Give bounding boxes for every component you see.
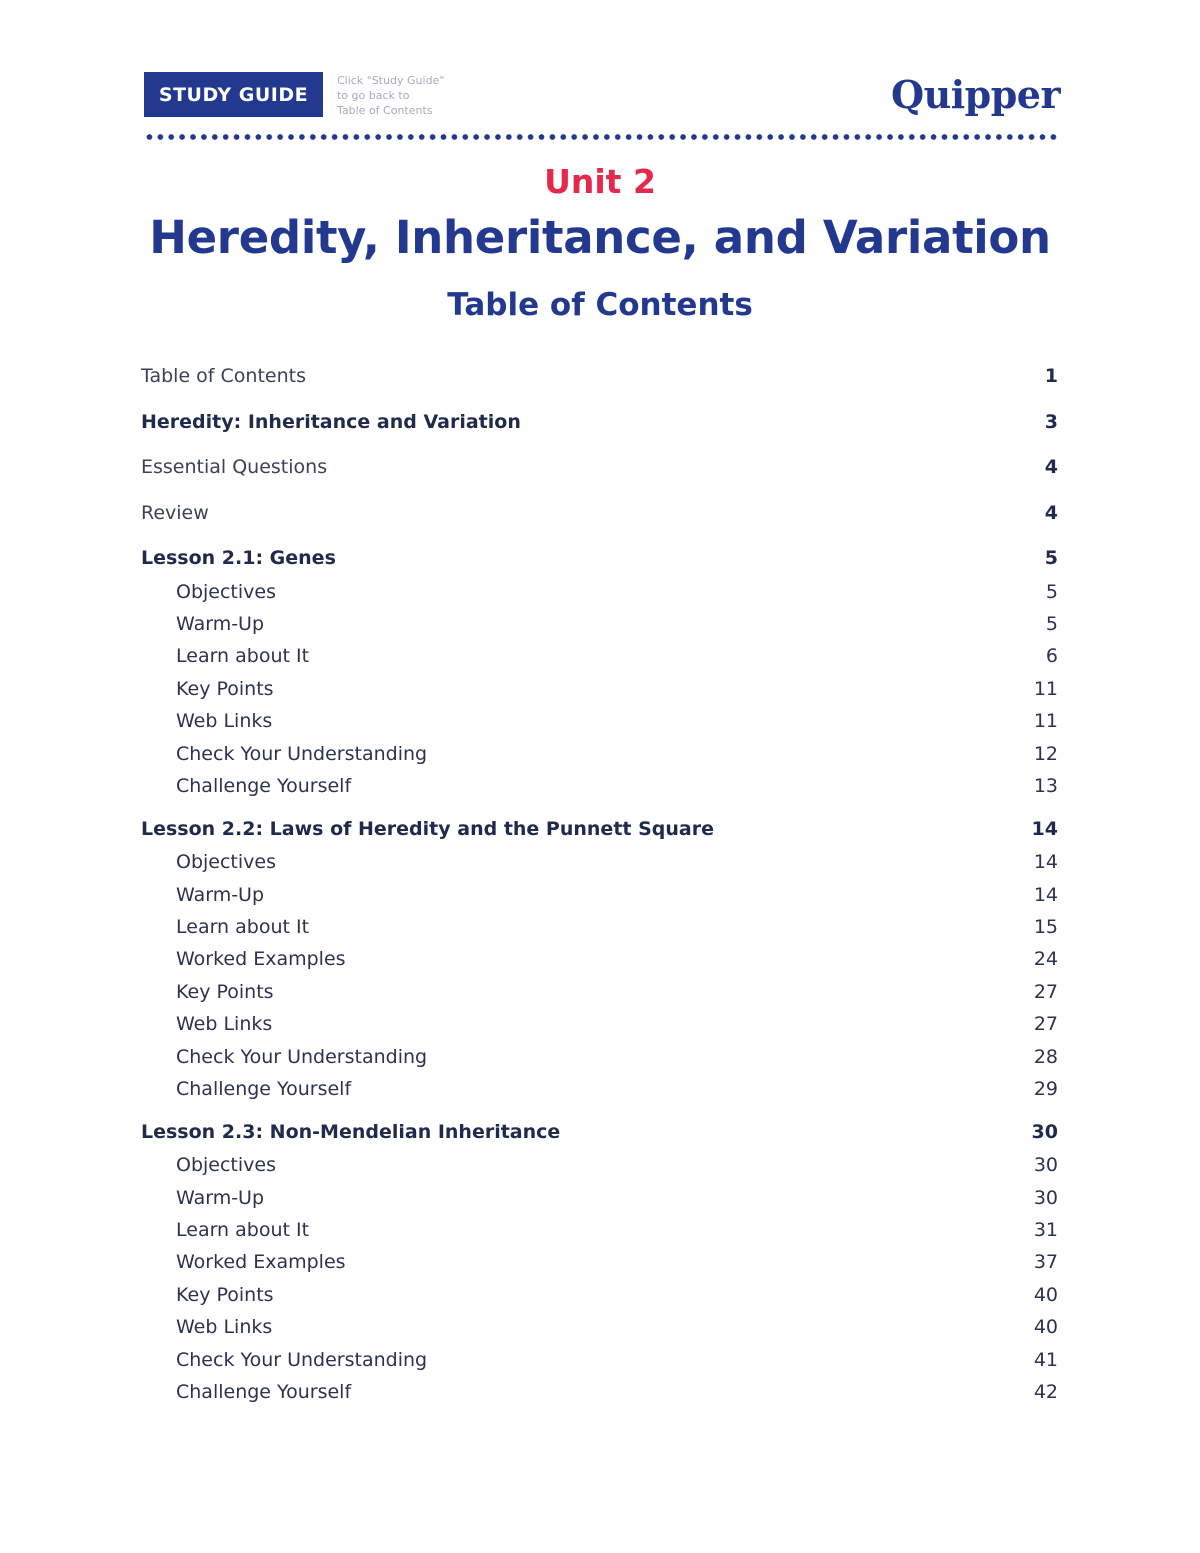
toc-entry-page: 4 (1044, 501, 1058, 524)
toc-entry-label: Lesson 2.3: Non-Mendelian Inheritance (141, 1120, 561, 1143)
toc-subentry-page: 14 (1033, 851, 1058, 874)
toc-subentry-label: Warm-Up (176, 1186, 265, 1209)
toc-subentry-label: Challenge Yourself (176, 774, 352, 797)
toc-subentry-label: Check Your Understanding (176, 1348, 428, 1371)
toc-subentry-label: Learn about It (176, 1219, 310, 1241)
toc-subentry-label: Warm-Up (176, 883, 265, 906)
toc-entry-page: 30 (1031, 1120, 1058, 1143)
toc-subentry-label: Key Points (176, 677, 274, 700)
toc-subentry[interactable] (141, 737, 1058, 769)
toc-subentry-label: Key Points (176, 980, 274, 1003)
table-of-contents (141, 360, 1058, 1419)
toc-subentry-page: 24 (1033, 948, 1058, 971)
toc-subentry-label: Objectives (176, 580, 276, 603)
toc-subentry[interactable] (141, 1279, 1058, 1311)
dotted-divider (144, 134, 1060, 140)
toc-subentry[interactable] (141, 911, 1058, 943)
toc-entry-label: Lesson 2.2: Laws of Heredity and the Punnett Square (141, 817, 714, 840)
toc-subentry-label: Challenge Yourself (176, 1380, 352, 1403)
toc-subentry-page: 30 (1033, 1186, 1058, 1209)
toc-subentry-label: Check Your Understanding (176, 1045, 428, 1068)
toc-subentry-page: 15 (1033, 915, 1058, 938)
toc-subentry-page: 30 (1033, 1154, 1058, 1177)
toc-subentry[interactable] (141, 1149, 1058, 1181)
toc-entry-essential-questions[interactable] (141, 451, 1058, 483)
toc-subentry[interactable] (141, 640, 1058, 672)
toc-subentry-page: 12 (1033, 742, 1058, 765)
toc-subentry-page: 14 (1033, 883, 1058, 906)
toc-subentry-page: 27 (1033, 1013, 1058, 1036)
toc-subentry-page: 6 (1045, 645, 1058, 668)
toc-subentry-page: 28 (1033, 1045, 1058, 1068)
toc-subentry-label: Objectives (176, 1154, 276, 1177)
hint-line: Click "Study Guide" (337, 74, 445, 87)
toc-subentry-label: Warm-Up (176, 612, 265, 635)
toc-subentry[interactable] (141, 1311, 1058, 1343)
toc-subentry[interactable] (141, 1008, 1058, 1040)
toc-entry-label: Essential Questions (141, 456, 328, 478)
toc-lesson-2-3 (141, 1116, 1058, 1409)
toc-entry-page: 3 (1044, 410, 1058, 433)
toc-subentry-label: Worked Examples (176, 948, 346, 971)
toc-entry-label: Lesson 2.1: Genes (141, 547, 336, 569)
toc-subentry-label: Objectives (176, 851, 276, 874)
toc-subentry-page: 40 (1033, 1283, 1058, 1306)
toc-subentry-page: 5 (1045, 612, 1058, 635)
toc-entry-review[interactable] (141, 497, 1058, 529)
unit-label: Unit 2 (544, 162, 656, 201)
toc-subentry-label: Learn about It (176, 915, 310, 938)
toc-subentry-page: 42 (1033, 1380, 1058, 1403)
toc-subentry[interactable] (141, 1343, 1058, 1375)
toc-subentry-page: 37 (1033, 1251, 1058, 1274)
toc-entry-page: 14 (1031, 817, 1058, 840)
toc-subentry-page: 11 (1033, 677, 1058, 700)
toc-subentry-label: Learn about It (176, 645, 310, 668)
toc-subentry-label: Worked Examples (176, 1251, 346, 1274)
toc-subentry-label: Web Links (176, 1013, 273, 1036)
page-header (144, 72, 1060, 118)
hint-line: Table of Contents (337, 104, 433, 117)
study-guide-hint (337, 73, 444, 118)
page-title: Heredity, Inheritance, and Variation (149, 211, 1051, 264)
toc-subentry[interactable] (141, 770, 1058, 802)
toc-entry-heredity[interactable] (141, 406, 1058, 438)
toc-entry-label: Table of Contents (141, 365, 306, 387)
toc-subentry-label: Key Points (176, 1283, 274, 1306)
toc-entry-lesson-heading[interactable] (141, 813, 1058, 845)
toc-subentry[interactable] (141, 1376, 1058, 1408)
toc-entry-page: 1 (1044, 365, 1058, 387)
quipper-logo: Quipper (890, 72, 1060, 117)
toc-subentry[interactable] (141, 1181, 1058, 1213)
toc-subentry[interactable] (141, 1214, 1058, 1246)
toc-subentry-label: Challenge Yourself (176, 1077, 352, 1100)
toc-entry-label: Review (141, 501, 209, 524)
toc-subentry[interactable] (141, 705, 1058, 737)
toc-subentry-page: 29 (1033, 1077, 1058, 1100)
toc-subentry-page: 40 (1033, 1316, 1058, 1339)
toc-subentry-page: 5 (1045, 580, 1058, 603)
toc-entry-page: 5 (1044, 547, 1058, 569)
toc-entry-lesson-heading[interactable] (141, 542, 1058, 574)
toc-subentry[interactable] (141, 575, 1058, 607)
toc-subentry[interactable] (141, 608, 1058, 640)
toc-subentry-page: 13 (1033, 774, 1058, 797)
toc-subentry[interactable] (141, 1073, 1058, 1105)
toc-subentry-label: Web Links (176, 1316, 273, 1339)
toc-subentry[interactable] (141, 878, 1058, 910)
toc-subentry-page: 27 (1033, 980, 1058, 1003)
toc-subentry-label: Web Links (176, 710, 273, 733)
toc-entry-table-of-contents[interactable] (141, 360, 1058, 392)
toc-lesson-2-2 (141, 813, 1058, 1106)
study-guide-button[interactable]: STUDY GUIDE (144, 72, 323, 117)
toc-subentry[interactable] (141, 846, 1058, 878)
toc-subentry-page: 41 (1033, 1348, 1058, 1371)
toc-subentry-page: 31 (1033, 1219, 1058, 1241)
toc-subentry-label: Check Your Understanding (176, 742, 428, 765)
toc-entry-label: Heredity: Inheritance and Variation (141, 410, 521, 433)
toc-subentry[interactable] (141, 673, 1058, 705)
toc-entry-page: 4 (1044, 456, 1058, 478)
toc-subentry-page: 11 (1033, 710, 1058, 733)
toc-heading: Table of Contents (447, 287, 753, 323)
toc-subentry[interactable] (141, 976, 1058, 1008)
toc-subentry[interactable] (141, 1040, 1058, 1072)
hint-line: to go back to (337, 89, 410, 102)
toc-lesson-2-1 (141, 542, 1058, 802)
toc-entry-lesson-heading[interactable] (141, 1116, 1058, 1148)
toc-subentry[interactable] (141, 1246, 1058, 1278)
toc-subentry[interactable] (141, 943, 1058, 975)
